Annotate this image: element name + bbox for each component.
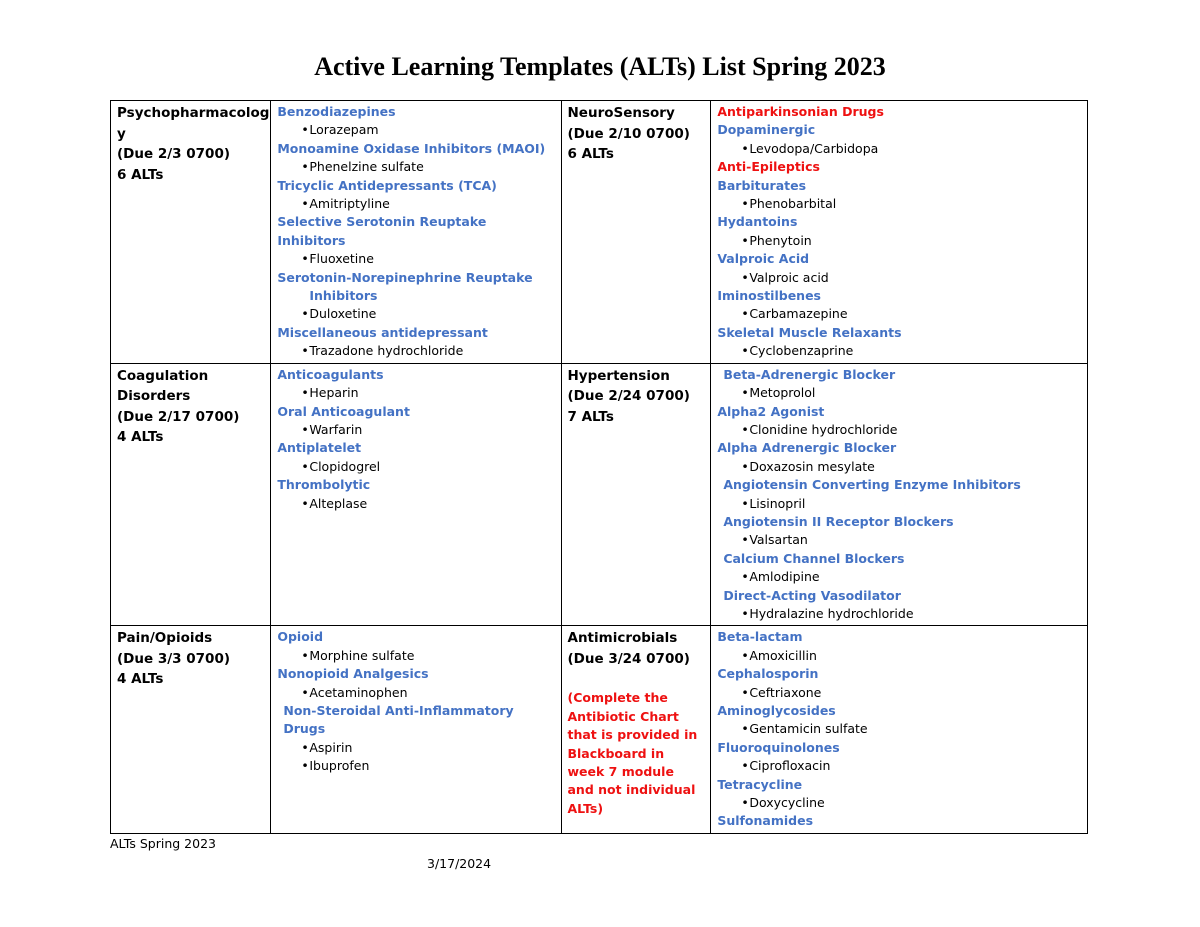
drug-classes-cell [271,626,561,833]
drug-class-name-text: Benzodiazepines [277,104,396,119]
drug-class-name-text: Non-Steroidal Anti-Inflammatory Drugs [283,703,514,737]
drug-list-item: • Acetaminophen [277,684,554,702]
drug-class-name [717,476,1081,494]
drug-class-name-text: Anti-Epileptics [717,159,820,175]
drug-class-name [717,121,1081,139]
drug-class-name [717,513,1081,531]
section-note: (Complete the Antibiotic Chart that is provided in Blackboard in week 7 module and not individual ALTs) [567,690,698,816]
page-title: Active Learning Templates (ALTs) List Spring 2023 [314,52,886,81]
drug-class-name [277,366,554,384]
drug-class-name [717,250,1081,268]
drug-list-item: • Levodopa/Carbidopa [717,140,1081,158]
table-row [111,626,1088,833]
drug-class-name-text: Tetracycline [717,776,803,792]
drug-class-name-text: Serotonin-Norepinephrine Reuptake [277,269,533,285]
section-heading-line: Disorders [117,388,191,405]
drug-class-name-text: Sulfonamides [717,813,814,829]
drug-list-item: • Gentamicin sulfate [717,720,1081,738]
section-heading-line: 6 ALTs [567,146,614,162]
drug-list-item: • Cyclobenzaprine [717,342,1081,360]
section-heading-line: Pain/Opioids [117,630,213,647]
drug-class-name [717,177,1081,195]
section-heading-line: (Due 3/3 0700) [117,650,231,667]
drug-list-item: • Valproic acid [717,269,1081,287]
drug-class-name-text: Beta-Adrenergic Blocker [723,366,896,382]
drug-class-name [717,403,1081,421]
footer-label: ALTs Spring 2023 [110,836,216,851]
drug-list-item: • Ciprofloxacin [717,757,1081,775]
drug-list-item: • Ceftriaxone [717,684,1081,702]
drug-list-item: • Doxazosin mesylate [717,458,1081,476]
drug-class-name [717,702,1081,720]
drug-class-name-text: Anticoagulants [277,366,384,382]
drug-class-name-text: Hydantoins [717,214,798,230]
drug-list-item: • Amoxicillin [717,647,1081,665]
drug-classes-cell [711,101,1088,364]
drug-class-name-text: Antiplatelet [277,440,362,456]
drug-class-name-text: Angiotensin Converting Enzyme Inhibitors [723,477,1021,493]
section-heading-line: (Due 2/10 0700) [567,125,690,142]
drug-class-name-text: Thrombolytic [277,477,371,493]
drug-list-item: • Clonidine hydrochloride [717,421,1081,439]
drug-class-name-text: Selective Serotonin Reuptake Inhibitors [277,214,487,248]
drug-class-name [717,158,1081,176]
drug-classes-cell [271,101,561,364]
drug-class-name [717,550,1081,568]
section-heading-line: (Due 3/24 0700) [567,650,690,667]
drug-class-name-text: Direct-Acting Vasodilator [723,587,901,603]
drug-class-name [277,628,554,646]
section-heading-line: Hypertension [567,367,670,384]
section-cell [111,626,271,833]
drug-class-name [277,403,554,421]
table-row [111,363,1088,626]
drug-list-item: • Phenytoin [717,232,1081,250]
section-cell [561,101,711,364]
drug-class-name [277,213,554,250]
drug-list-item: • Alteplase [277,495,554,513]
drug-list-item: • Aspirin [277,739,554,757]
alts-table-body [111,101,1088,834]
drug-class-name-text: Barbiturates [717,177,807,193]
drug-class-name [277,103,554,121]
drug-class-name-text: Inhibitors [309,288,378,304]
drug-list-item: • Metoprolol [717,384,1081,402]
drug-class-name [277,324,554,342]
section-heading-line: NeuroSensory [567,105,675,121]
drug-classes-cell [271,363,561,626]
section-heading-line: y [117,125,126,142]
drug-list-item: • Clopidogrel [277,458,554,476]
drug-class-name [717,287,1081,305]
drug-list-item: • Doxycycline [717,794,1081,812]
section-heading-line: Psychopharmacolog [117,105,270,121]
section-heading-line: 4 ALTs [117,671,164,688]
drug-list-item: • Amlodipine [717,568,1081,586]
drug-class-name-text: Tricyclic Antidepressants (TCA) [277,177,497,193]
drug-class-name-text: Cephalosporin [717,666,819,682]
drug-class-name [277,476,554,494]
section-cell [111,101,271,364]
drug-class-name-text: Angiotensin II Receptor Blockers [723,513,954,529]
drug-list-item: • Ibuprofen [277,757,554,775]
section-heading-line: Antimicrobials [567,630,678,647]
drug-class-name-text: Valproic Acid [717,251,810,267]
drug-list-item: • Hydralazine hydrochloride [717,605,1081,623]
alts-table [110,100,1088,834]
drug-class-name [717,812,1081,830]
drug-classes-cell [711,363,1088,626]
drug-class-name [277,177,554,195]
drug-class-name [717,439,1081,457]
drug-class-name [717,665,1081,683]
drug-class-name-text: Alpha2 Agonist [717,403,825,419]
drug-class-name [717,103,1081,121]
drug-class-name [717,587,1081,605]
drug-class-name-text: Calcium Channel Blockers [723,550,905,566]
drug-class-name-text: Iminostilbenes [717,288,821,304]
section-heading-line: 4 ALTs [117,429,164,446]
drug-list-item: • Trazadone hydrochloride [277,342,554,360]
drug-list-item: • Lisinopril [717,495,1081,513]
drug-class-name [717,739,1081,757]
section-heading-line: (Due 2/24 0700) [567,388,690,405]
section-cell [561,626,711,833]
drug-list-item: • Phenobarbital [717,195,1081,213]
drug-class-name-text: Miscellaneous antidepressant [277,324,488,340]
drug-class-name-text: Oral Anticoagulant [277,403,410,419]
drug-list-item: • Heparin [277,384,554,402]
drug-class-name-text: Fluoroquinolones [717,739,840,755]
drug-list-item: • Morphine sulfate [277,647,554,665]
drug-class-name [277,665,554,683]
drug-list-item: • Carbamazepine [717,305,1081,323]
drug-class-name-text: Opioid [277,629,324,645]
drug-class-name [277,439,554,457]
drug-class-name [277,702,554,739]
drug-class-name [717,776,1081,794]
drug-class-name [717,324,1081,342]
section-heading-line: (Due 2/17 0700) [117,408,240,425]
drug-class-name [717,628,1081,646]
drug-class-name-text: Nonopioid Analgesics [277,666,429,682]
drug-class-name-text: Aminoglycosides [717,703,836,718]
table-row [111,101,1088,364]
drug-list-item: • Amitriptyline [277,195,554,213]
drug-class-name [277,140,554,158]
drug-list-item: • Phenelzine sulfate [277,158,554,176]
drug-class-name [277,269,554,306]
drug-list-item: • Lorazepam [277,121,554,139]
drug-class-name [717,213,1081,231]
drug-class-name-text: Monoamine Oxidase Inhibitors (MAOI) [277,140,546,156]
drug-class-name-text: Antiparkinsonian Drugs [717,104,884,119]
drug-class-name-text: Skeletal Muscle Relaxants [717,324,902,340]
section-heading-line: 6 ALTs [117,166,164,183]
drug-class-name [717,366,1081,384]
drug-class-name-text: Alpha Adrenergic Blocker [717,440,897,456]
drug-class-name-text: Beta-lactam [717,629,803,645]
section-cell [111,363,271,626]
section-heading-line: Coagulation [117,367,209,384]
drug-list-item: • Fluoxetine [277,250,554,268]
section-cell [561,363,711,626]
footer-date: 3/17/2024 [427,856,492,871]
drug-classes-cell [711,626,1088,833]
drug-list-item: • Valsartan [717,531,1081,549]
drug-list-item: • Warfarin [277,421,554,439]
section-heading-line: 7 ALTs [567,408,614,425]
section-heading-line: (Due 2/3 0700) [117,146,231,162]
drug-class-name-text: Dopaminergic [717,122,816,138]
drug-list-item: • Duloxetine [277,305,554,323]
